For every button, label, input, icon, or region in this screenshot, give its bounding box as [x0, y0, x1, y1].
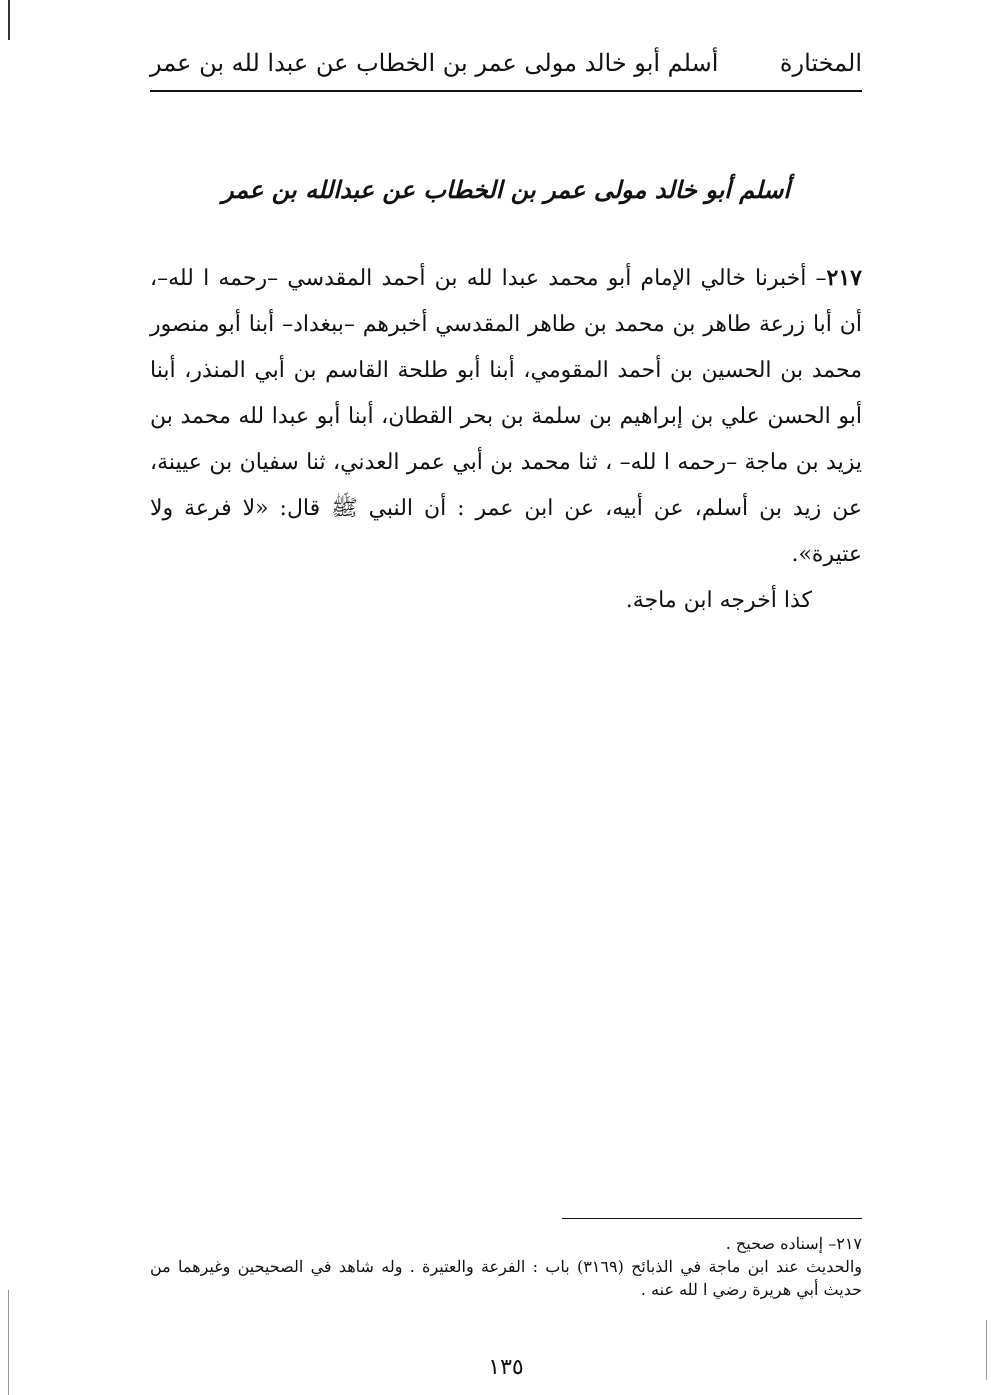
footnote-line: والحديث عند ابن ماجة في الذبائح (٣١٦٩) باب : الفرعة والعتيرة . وله شاهد في الصحيحين وغيرهما من حديث أبي هريرة رضي ا لله عنه .	[150, 1257, 862, 1299]
hadith-text: – أخبرنا خالي الإمام أبو محمد عبدا لله بن أحمد المقدسي –رحمه ا لله–، أن أبا زرعة طاهر بن محمد بن طاهر المقدسي أخبرهم –ببغداد– أبنا أبو منصور محمد بن الحسين بن أحمد المقومي، أبنا أبو طلحة القاسم بن أبي المنذر، أبنا أبو الحسن علي بن إبراهيم بن سلمة بن بحر القطان، أبنا أبو عبدا لله محمد بن يزيد بن ماجة –رحمه ا لله– ، ثنا محمد بن أبي عمر العدني، ثنا سفيان بن عيينة، عن زيد بن أسلم، عن أبيه، عن ابن عمر : أن النبي ﷺ قال: «لا فرعة ولا عتيرة».	[150, 266, 862, 567]
section-title: أسلم أبو خالد مولى عمر بن الخطاب عن عبدالله بن عمر	[221, 175, 790, 204]
header-divider	[150, 90, 862, 92]
page-number: ١٣٥	[488, 1355, 524, 1380]
hadith-body	[150, 255, 862, 624]
hadith-number: ٢١٧	[826, 265, 862, 291]
hadith-note: كذا أخرجه ابن ماجة.	[625, 588, 812, 613]
book-title: المختارة	[779, 49, 862, 77]
scan-edge-mark	[8, 0, 10, 40]
hadith-paragraph	[150, 255, 862, 578]
footnote-divider	[562, 1218, 862, 1219]
scan-edge-mark	[986, 1320, 987, 1380]
footnotes	[150, 1232, 862, 1301]
scan-edge-mark	[8, 1290, 9, 1395]
page-header	[150, 38, 862, 88]
footnote-line: ٢١٧– إسناده صحيح .	[725, 1234, 862, 1253]
running-title: أسلم أبو خالد مولى عمر بن الخطاب عن عبدا لله بن عمر	[150, 49, 719, 77]
